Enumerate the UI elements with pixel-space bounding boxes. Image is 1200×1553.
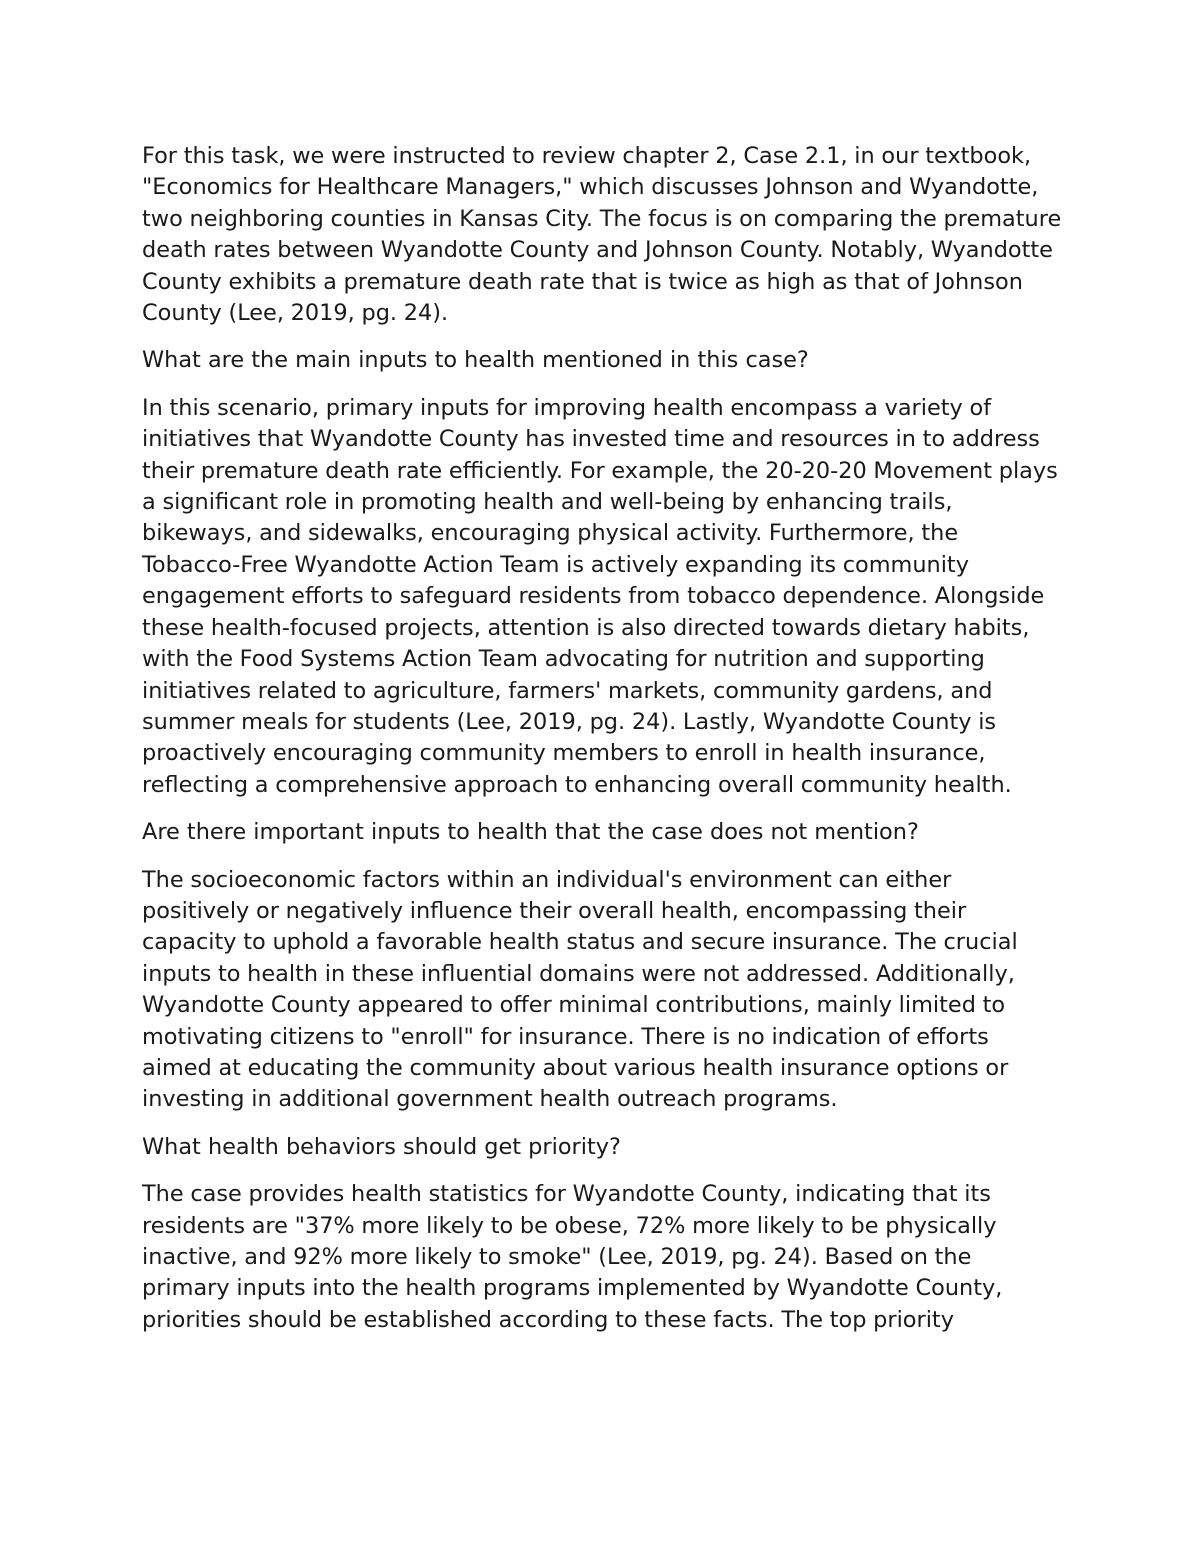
answer-missing-inputs: The socioeconomic factors within an individual's environment can either positively or negatively influence their overall health, encompassing their capacity to uphold a favorable health status and secure insurance. The crucial inputs to health in these influential domains were not addressed. Additionally, Wyandotte County appeared to offer minimal contributions, mainly limited to motivating citizens to "enroll" for insurance. There is no indication of efforts aimed at educating the community about various health insurance options or investing in additional government health outreach programs. (142, 866, 1018, 1113)
question-main-inputs: What are the main inputs to health mentioned in this case? (142, 347, 809, 374)
intro-paragraph: For this task, we were instructed to review chapter 2, Case 2.1, in our textbook, "Economics for Healthcare Managers," which discusses Johnson and Wyandotte, two neighboring counties in Kansas City. The focus is on comparing the premature death rates between Wyandotte County and Johnson County. Notably, Wyandotte County exhibits a premature death rate that is twice as high as that of Johnson County (Lee, 2019, pg. 24). (142, 143, 1062, 327)
answer-main-inputs: In this scenario, primary inputs for improving health encompass a variety of initiatives that Wyandotte County has invested time and resources in to address their premature death rate efficiently. For example, the 20-20-20 Movement plays a significant role in promoting health and well-being by enhancing trails, bikeways, and sidewalks, encouraging physical activity. Furthermore, the Tobacco-Free Wyandotte Action Team is actively expanding its community engagement efforts to safeguard residents from tobacco dependence. Alongside these health-focused projects, attention is also directed towards dietary habits, with the Food Systems Action Team advocating for nutrition and supporting initiatives related to agriculture, farmers' markets, community gardens, and summer meals for students (Lee, 2019, pg. 24). Lastly, Wyandotte County is proactively encouraging community members to enroll in health insurance, reflecting a comprehensive approach to enhancing overall community health. (142, 394, 1058, 798)
question-missing-inputs: Are there important inputs to health that the case does not mention? (142, 819, 919, 846)
document-body (142, 141, 1062, 1352)
answer-priority-behaviors: The case provides health statistics for Wyandotte County, indicating that its residents are "37% more likely to be obese, 72% more likely to be physically inactive, and 92% more likely to smoke" (Lee, 2019, pg. 24). Based on the primary inputs into the health programs implemented by Wyandotte County, priorities should be established according to these facts. The top priority (142, 1181, 1003, 1333)
question-priority-behaviors: What health behaviors should get priority? (142, 1133, 621, 1160)
